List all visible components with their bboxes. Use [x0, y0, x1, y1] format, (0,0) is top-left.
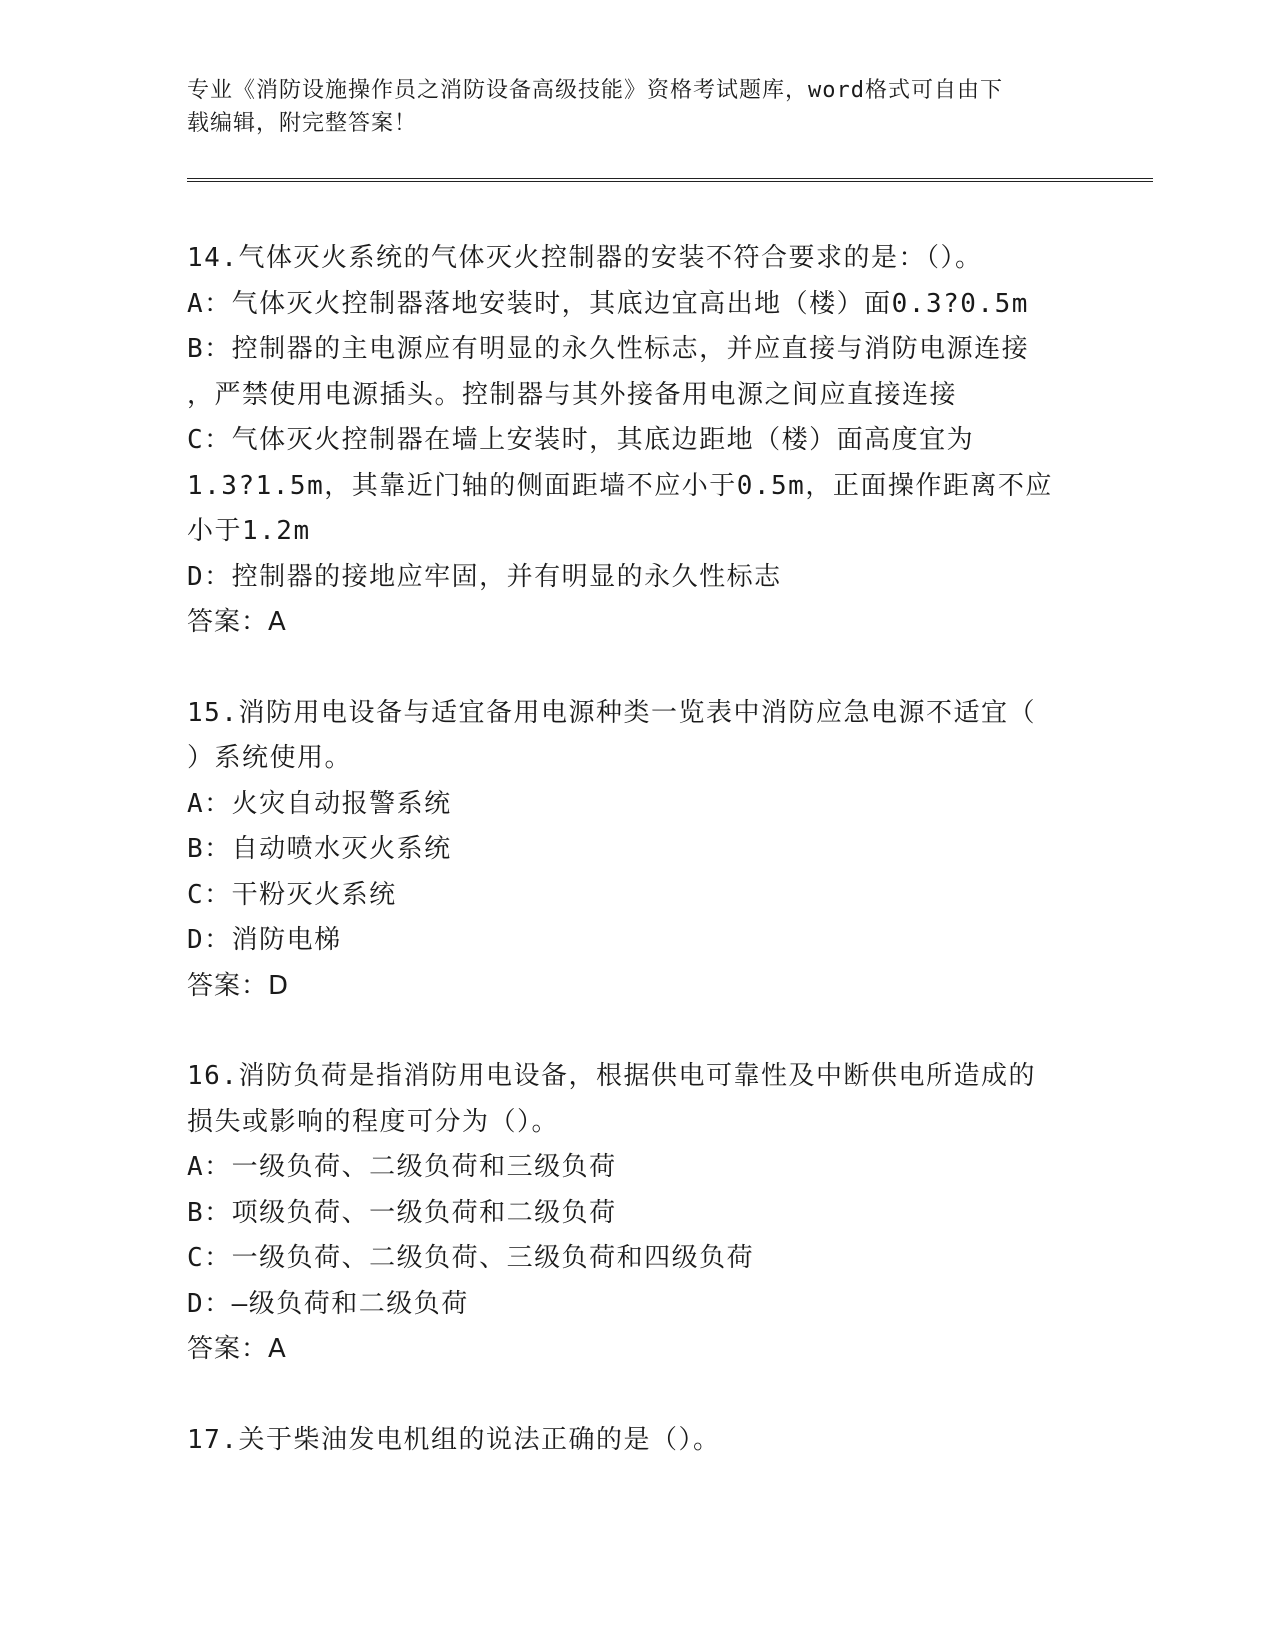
question-stem-line: 15.消防用电设备与适宜备用电源种类一览表中消防应急电源不适宜（	[187, 697, 1036, 728]
question-block	[187, 236, 1087, 646]
option-line: A：气体灭火控制器落地安装时，其底边宜高出地（楼）面0.3?0.5m	[187, 288, 1029, 319]
question-stem-line: ）系统使用。	[187, 743, 353, 773]
option-line: B：自动喷水灭火系统	[187, 834, 452, 864]
option-line: 1.3?1.5m，其靠近门轴的侧面距墙不应小于0.5m，正面操作距离不应	[187, 470, 1053, 501]
option-line: B：控制器的主电源应有明显的永久性标志，并应直接与消防电源连接	[187, 334, 1030, 364]
option-line: D：消防电梯	[187, 925, 342, 955]
question-block	[187, 1418, 1087, 1464]
option-line: ，严禁使用电源插头。控制器与其外接备用电源之间应直接连接	[187, 379, 958, 410]
option-line: A：一级负荷、二级负荷和三级负荷	[187, 1152, 617, 1182]
question-stem-line: 17.关于柴油发电机组的说法正确的是（）。	[187, 1424, 721, 1455]
answer-line: 答案：A	[187, 1334, 287, 1364]
option-line: C：一级负荷、二级负荷、三级负荷和四级负荷	[187, 1243, 755, 1273]
header-line-1: 专业《消防设施操作员之消防设备高级技能》资格考试题库，word格式可自由下	[187, 78, 1003, 103]
option-line: C：气体灭火控制器在墙上安装时，其底边距地（楼）面高度宜为	[187, 425, 975, 455]
answer-line: 答案：D	[187, 970, 290, 1001]
header-divider	[187, 178, 1153, 182]
option-line: A：火灾自动报警系统	[187, 788, 452, 819]
option-line: D：—级负荷和二级负荷	[187, 1288, 469, 1319]
option-line: C：干粉灭火系统	[187, 879, 397, 910]
option-line: B：项级负荷、一级负荷和二级负荷	[187, 1197, 617, 1228]
question-block	[187, 691, 1087, 1010]
question-stem-line: 16.消防负荷是指消防用电设备，根据供电可靠性及中断供电所造成的	[187, 1061, 1036, 1091]
question-block	[187, 1054, 1087, 1373]
option-line: 小于1.2m	[187, 516, 311, 546]
answer-line: 答案：A	[187, 607, 287, 637]
question-list	[187, 236, 1087, 1508]
question-stem-line: 损失或影响的程度可分为（）。	[187, 1106, 560, 1137]
question-stem-line: 14.气体灭火系统的气体灭火控制器的安装不符合要求的是：（）。	[187, 243, 983, 273]
document-header	[187, 74, 1087, 140]
header-line-2: 载编辑，附完整答案！	[187, 111, 418, 136]
option-line: D：控制器的接地应牢固，并有明显的永久性标志	[187, 561, 782, 592]
